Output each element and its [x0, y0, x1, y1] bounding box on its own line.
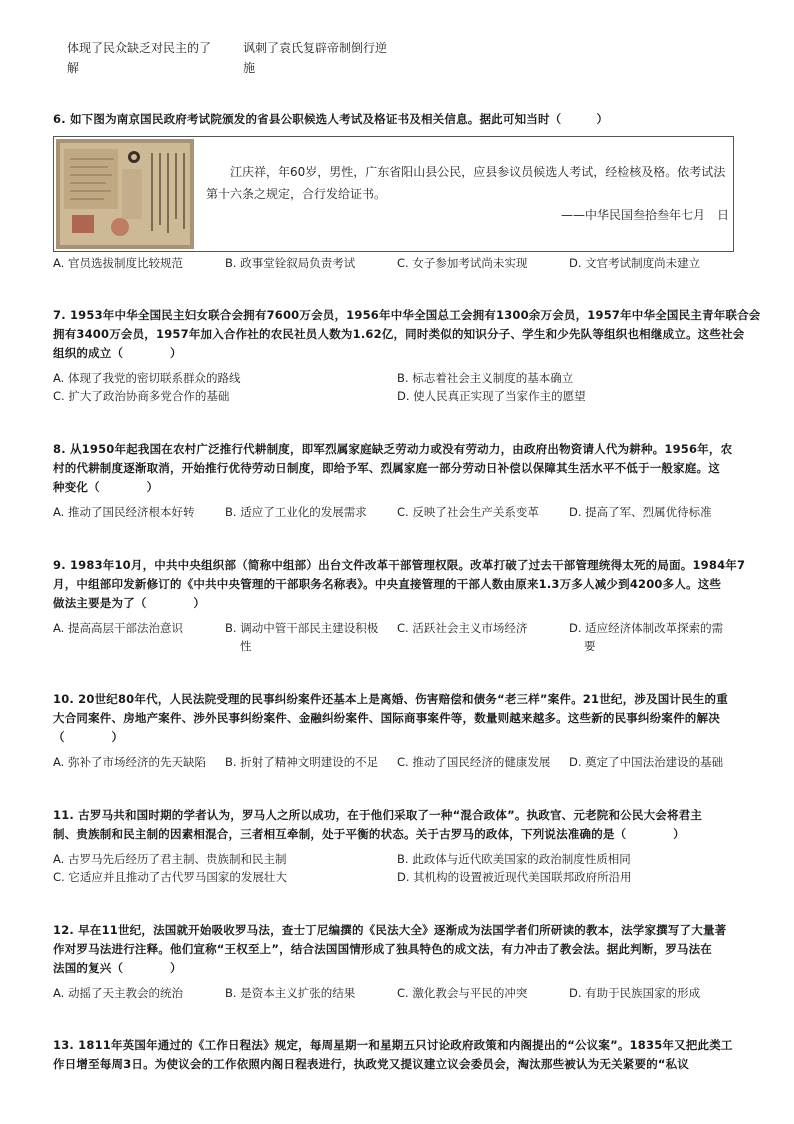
- question-8-line3: 种变化（ ）: [53, 480, 159, 494]
- q8-option-a[interactable]: A. 推动了国民经济根本好转: [53, 505, 195, 519]
- q7-option-c[interactable]: C. 扩大了政治协商多党合作的基础: [53, 389, 230, 403]
- q12-option-d[interactable]: D. 有助于民族国家的形成: [569, 986, 701, 1000]
- q11-option-a[interactable]: A. 古罗马先后经历了君主制、贵族制和民主制: [53, 852, 287, 866]
- question-9-line2: 月，中组部印发新修订的《中共中央管理的干部职务名称表》。中央直接管理的干部人数由原来1.3万多人减少到4200多人。这些: [53, 577, 722, 591]
- q6-option-d[interactable]: D. 文官考试制度尚未建立: [569, 256, 701, 270]
- q7-option-a[interactable]: A. 体现了我党的密切联系群众的路线: [53, 371, 241, 385]
- q10-option-b[interactable]: B. 折射了精神文明建设的不足: [225, 755, 379, 769]
- q9-option-b-line1[interactable]: B. 调动中管干部民主建设积极: [225, 621, 379, 635]
- q10-option-a[interactable]: A. 弥补了市场经济的先天缺陷: [53, 755, 206, 769]
- q11-option-b[interactable]: B. 此政体与近代欧美国家的政治制度性质相同: [397, 852, 631, 866]
- certificate-image: [56, 139, 194, 249]
- question-12-line2: 作对罗马法进行注释。他们宣称“王权至上”，结合法国国情形成了独具特色的成文法，有力冲击了教会法。据此判断，罗马法在: [53, 942, 713, 956]
- certificate-figure: [53, 136, 734, 252]
- question-13-line2: 作日增至每周3日。为使议会的工作依照内阁日程表进行，执政党又提议建立议会委员会，淘汰那些被认为无关紧要的“私议: [53, 1057, 690, 1071]
- prev-option-c-line2: 解: [67, 61, 80, 75]
- q11-option-c[interactable]: C. 它适应并且推动了古代罗马国家的发展壮大: [53, 870, 287, 884]
- q8-option-d[interactable]: D. 提高了军、烈属优待标准: [569, 505, 712, 519]
- q12-option-c[interactable]: C. 激化教会与平民的冲突: [397, 986, 528, 1000]
- q8-option-c[interactable]: C. 反映了社会生产关系变革: [397, 505, 539, 519]
- q9-option-d-line2[interactable]: 要: [584, 639, 596, 653]
- question-7-line2: 拥有3400万会员，1957年加入合作社的农民社员人数为1.62亿，同时类似的知识分子、学生和少先队等组织也相继成立。这些社会: [53, 327, 745, 341]
- q10-option-c[interactable]: C. 推动了国民经济的健康发展: [397, 755, 551, 769]
- question-11-line2: 制、贵族制和民主制的因素相混合，三者相互牵制，处于平衡的状态。关于古罗马的政体，下列说法准确的是（ ）: [53, 827, 685, 841]
- q9-option-a[interactable]: A. 提高高层干部法治意识: [53, 621, 183, 635]
- question-9-line1: 9. 1983年10月，中共中央组织部（简称中组部）出台文件改革干部管理权限。改革打破了过去干部管理统得太死的局面。1984年7: [53, 558, 746, 572]
- question-8-line1: 8. 从1950年起我国在农村广泛推行代耕制度，即军烈属家庭缺乏劳动力或没有劳动力，由政府出物资请人代为耕种。1956年，农: [53, 442, 733, 456]
- q9-option-c[interactable]: C. 活跃社会主义市场经济: [397, 621, 528, 635]
- question-10-line2: 大合同案件、房地产案件、涉外民事纠纷案件、金融纠纷案件、国际商事案件等，数量则越来越多。这些新的民事纠纷案件的解决: [53, 711, 720, 725]
- q6-option-c[interactable]: C. 女子参加考试尚未实现: [397, 256, 528, 270]
- q7-option-b[interactable]: B. 标志着社会主义制度的基本确立: [397, 371, 574, 385]
- prev-option-d-line1: 讽刺了袁氏复辟帝制倒行逆: [243, 41, 388, 55]
- question-13-line1: 13. 1811年英国年通过的《工作日程法》规定，每周星期一和星期五只讨论政府政策和内阁提出的“公议案”。1835年又把此类工: [53, 1038, 733, 1052]
- q11-option-d[interactable]: D. 其机构的设置被近现代美国联邦政府所沿用: [397, 870, 632, 884]
- q9-option-b-line2[interactable]: 性: [240, 639, 252, 653]
- question-11-line1: 11. 古罗马共和国时期的学者认为，罗马人之所以成功，在于他们采取了一种“混合政体”。执政官、元老院和公民大会将君主: [53, 808, 703, 822]
- q8-option-b[interactable]: B. 适应了工业化的发展需求: [225, 505, 367, 519]
- q7-option-d[interactable]: D. 使人民真正实现了当家作主的愿望: [397, 389, 586, 403]
- q12-option-b[interactable]: B. 是资本主义扩张的结果: [225, 986, 356, 1000]
- question-7-line1: 7. 1953年中华全国民主妇女联合会拥有7600万会员，1956年中华全国总工会拥有1300余万会员，1957年中华全国民主青年联合会: [53, 308, 761, 322]
- certificate-photo: [56, 139, 194, 249]
- certificate-text: 江庆祥，年60岁，男性，广东省阳山县公民，应县参议员候选人考试，经检核及格。依考试法第十六条之规定，合行发给证书。: [206, 165, 726, 201]
- q6-option-b[interactable]: B. 政事堂铨叙局负责考试: [225, 256, 356, 270]
- question-12-line1: 12. 早在11世纪，法国就开始吸收罗马法，查士丁尼编撰的《民法大全》逐渐成为法国学者们所研读的教本，法学家撰写了大量著: [53, 923, 727, 937]
- question-10-line1: 10. 20世纪80年代，人民法院受理的民事纠纷案件还基本上是离婚、伤害赔偿和债务“老三样”案件。21世纪，涉及国计民生的重: [53, 692, 728, 706]
- question-9-line3: 做法主要是为了（ ）: [53, 596, 206, 610]
- q12-option-a[interactable]: A. 动摇了天主教会的统治: [53, 986, 183, 1000]
- question-12-line3: 法国的复兴（ ）: [53, 961, 182, 975]
- question-7-line3: 组织的成立（ ）: [53, 346, 182, 360]
- certificate-signature: ——中华民国叁拾叁年七月 日: [560, 208, 729, 222]
- q9-option-d-line1[interactable]: D. 适应经济体制改革探索的需: [569, 621, 724, 635]
- question-6-stem: 6. 如下图为南京国民政府考试院颁发的省县公职候选人考试及格证书及相关信息。据此可知当时（ ）: [53, 112, 609, 126]
- question-8-line2: 村的代耕制度逐渐取消，开始推行优待劳动日制度，即给予军、烈属家庭一部分劳动日补偿以保障其生活水平不低于一般家庭。这: [53, 461, 720, 475]
- question-10-line3: （ ）: [53, 730, 124, 744]
- prev-option-c-line1: 体现了民众缺乏对民主的了: [67, 41, 212, 55]
- q6-option-a[interactable]: A. 官员选拔制度比较规范: [53, 256, 183, 270]
- prev-option-d-line2: 施: [243, 61, 256, 75]
- q10-option-d[interactable]: D. 奠定了中国法治建设的基础: [569, 755, 724, 769]
